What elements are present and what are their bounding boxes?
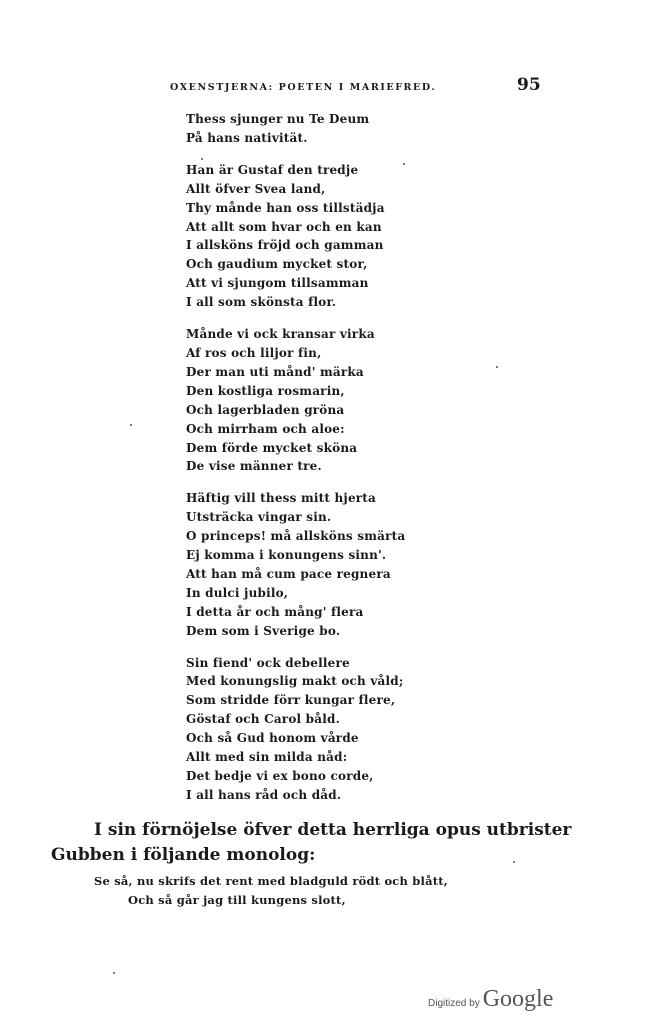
poem-line: Sin fiend' ock debellere — [186, 655, 350, 670]
scan-speck — [130, 424, 132, 426]
closing-verse-line: Och så går jag till kungens slott, — [128, 892, 346, 907]
poem-line: Utsträcka vingar sin. — [186, 510, 332, 525]
digitized-label: Digitized by — [428, 998, 480, 1009]
poem-line: Göstaf och Carol båld. — [186, 712, 340, 727]
poem-line: Och så Gud honom vårde — [186, 731, 359, 746]
poem-line: Att han må cum pace regnera — [186, 566, 391, 581]
digitized-by-google-watermark — [428, 986, 553, 1013]
poem-line: Månde vi ock kransar virka — [186, 327, 375, 342]
scan-speck — [201, 158, 203, 160]
poem-line: Den kostliga rosmarin, — [186, 383, 345, 398]
closing-verse-line: Se så, nu skrifs det rent med bladguld rödt och blått, — [94, 874, 448, 888]
poem-line: På hans nativität. — [186, 130, 308, 145]
poem-line: Allt öfver Svea land, — [186, 181, 326, 196]
stanza-4 — [186, 489, 506, 640]
stanza-3 — [186, 325, 506, 476]
scan-speck — [496, 366, 498, 368]
poem-line: I allsköns fröjd och gamman — [186, 238, 384, 253]
stanza-5 — [186, 654, 506, 805]
poem-line: Som stridde förr kungar flere, — [186, 693, 396, 708]
poem-line: Allt med sin milda nåd: — [186, 750, 348, 765]
poem-line: I all hans råd och dåd. — [186, 787, 342, 802]
poem-line: Thy månde han oss tillstädja — [186, 200, 385, 215]
poem-line: Häftig vill thess mitt hjerta — [186, 491, 377, 506]
prose-paragraph — [51, 818, 571, 868]
poem-line: Dem som i Sverige bo. — [186, 623, 341, 638]
prose-line: I sin förnöjelse öfver detta herrliga opus utbrister — [94, 820, 572, 840]
poem-line: In dulci jubilo, — [186, 585, 289, 600]
poem-line: Han är Gustaf den tredje — [186, 162, 359, 177]
poem-line: Att allt som hvar och en kan — [186, 219, 382, 234]
prose-line: Gubben i följande monolog: — [51, 845, 316, 865]
stanza-1 — [186, 110, 506, 148]
poem-line: O princeps! må allsköns smärta — [186, 529, 406, 544]
scan-speck — [403, 163, 405, 165]
poem-line: Der man uti månd' märka — [186, 364, 364, 379]
google-logo: Google — [482, 986, 554, 1012]
poem-line: Med konungslig makt och våld; — [186, 674, 404, 689]
poem-line: De vise männer tre. — [186, 459, 322, 474]
scan-speck — [513, 861, 515, 863]
poem-line: Att vi sjungom tillsamman — [186, 276, 369, 291]
scan-speck — [113, 972, 115, 974]
poem-line: Och lagerbladen gröna — [186, 402, 345, 417]
poem-line: I all som skönsta flor. — [186, 295, 337, 310]
running-head: OXENSTJERNA: POETEN I MARIEFRED. — [170, 82, 437, 93]
poem-line: Ej komma i konungens sinn'. — [186, 548, 387, 563]
poem-line: Af ros och liljor fin, — [186, 345, 322, 360]
poem-line: Och mirrham och aloe: — [186, 421, 345, 436]
page-number: 95 — [517, 75, 541, 95]
poem-line: Och gaudium mycket stor, — [186, 257, 368, 272]
poem-line: Dem förde mycket sköna — [186, 440, 358, 455]
poem-line: Det bedje vi ex bono corde, — [186, 769, 374, 783]
closing-verse — [94, 872, 448, 909]
stanza-2 — [186, 161, 506, 312]
poem — [186, 110, 506, 818]
poem-line: Thess sjunger nu Te Deum — [186, 112, 370, 126]
poem-line: I detta år och mång' flera — [186, 604, 364, 619]
